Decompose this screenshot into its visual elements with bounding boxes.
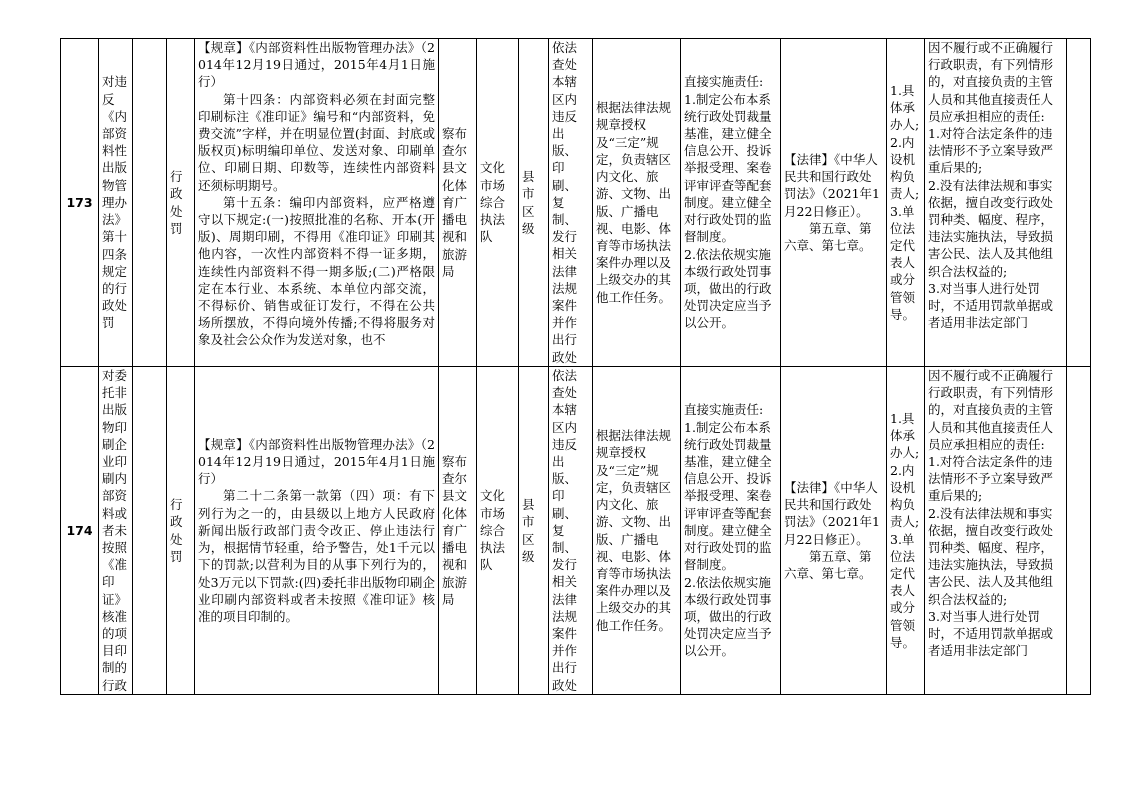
blank-cell	[133, 39, 167, 367]
supervision	[681, 39, 781, 367]
supervision-line: 1.制定公布本系统行政处罚裁量基准，建立健全信息公开、投诉举报受理、案卷评审评查等配套制度。建立健全对行政处罚的监督制度。	[684, 419, 772, 573]
basis-title: 【规章】《内部资料性出版物管理办法》（2014年12月19日通过，2015年4月1日施行）	[198, 436, 435, 487]
item-type: 行政处罚	[167, 39, 195, 367]
row-number: 174	[61, 367, 99, 695]
supervision-line: 2.依法依规实施本级行政处罚事项，做出的行政处罚决定应当予以公开。	[684, 246, 772, 331]
table-row	[61, 367, 1091, 695]
accountability-line: 2.没有法律法规和事实依据，擅自改变行政处罚种类、幅度、程序，违法实施执法，导致损害公民、法人及其他组织合法权益的;	[928, 177, 1054, 279]
responsible-subject: 1.具体承办人;2.内设机构负责人;3.单位法定代表人或分管领导。	[887, 367, 925, 695]
enforcement-unit: 文化市场综合执法队	[477, 367, 519, 695]
accountability	[925, 367, 1067, 695]
item-name: 对委托非出版物印刷企业印刷内部资料或者未按照《准印证》核准的项目印制的行政	[99, 367, 133, 695]
accountability-line: 因不履行或不正确履行行政职责，有下列情形的，对直接负责的主管人员和其他直接责任人员应承担相应的责任:	[928, 368, 1054, 452]
basis-paragraph: 第十五条：编印内部资料，应严格遵守以下规定:(一)按照批准的名称、开本(开版)、周期印刷，不得用《准印证》印刷其他内容，一次性内部资料不得一证多期，连续性内部资料不得一期多版;(二)严格限定在本行业、本系统、本单位内部交流，不得标价、销售或征订发行，不得在公共场所摆放，不得向境外传播;不得将服务对象及社会公众作为发送对象，也不	[198, 194, 435, 348]
supervision-line: 1.制定公布本系统行政处罚裁量基准，建立健全信息公开、投诉举报受理、案卷评审评查等配套制度。建立健全对行政处罚的监督制度。	[684, 91, 772, 245]
law-title: 【法律】《中华人民共和国行政处罚法》（2021年1月22日修正）。	[784, 151, 881, 219]
law-chapters: 第五章、第六章、第七章。	[784, 220, 872, 253]
responsibility: 依法查处本辖区内违反出版、印刷、复制、发行相关法律法规案件并作出行政处	[549, 367, 593, 695]
table-row	[61, 39, 1091, 367]
accountability-line: 3.对当事人进行处罚时，不适用罚款单据或者适用非法定部门	[928, 280, 1054, 331]
accountability-line: 1.对符合法定条件的违法情形不予立案导致严重后果的;	[928, 454, 1054, 504]
accountability-law	[781, 39, 887, 367]
supervision	[681, 367, 781, 695]
responsible-subject: 1.具体承办人;2.内设机构负责人;3.单位法定代表人或分管领导。	[887, 39, 925, 367]
department: 察布查尔县文化体育广播电视和旅游局	[439, 39, 477, 367]
blank-cell	[133, 367, 167, 695]
supervision-line: 直接实施责任:	[684, 74, 764, 90]
supervision-line: 直接实施责任:	[684, 402, 764, 418]
remark	[1067, 367, 1091, 695]
item-type: 行政处罚	[167, 367, 195, 695]
item-name: 对违反《内部资料性出版物管理办法》第十四条规定的行政处罚	[99, 39, 133, 367]
law-title: 【法律】《中华人民共和国行政处罚法》（2021年1月22日修正）。	[784, 479, 881, 547]
accountability-line: 3.对当事人进行处罚时，不适用罚款单据或者适用非法定部门	[928, 608, 1054, 659]
basis-title: 【规章】《内部资料性出版物管理办法》（2014年12月19日通过，2015年4月1日施行）	[198, 40, 435, 90]
remark	[1067, 39, 1091, 367]
legal-basis	[195, 39, 439, 367]
enforcement-unit: 文化市场综合执法队	[477, 39, 519, 367]
power-list-table	[60, 38, 1091, 695]
accountability-line: 因不履行或不正确履行行政职责，有下列情形的，对直接负责的主管人员和其他直接责任人员应承担相应的责任:	[928, 40, 1054, 124]
basis-paragraph: 第十四条：内部资料必须在封面完整印刷标注《准印证》编号和“内部资料，免费交流”字样，并在明显位置(封面、封底或版权页)标明编印单位、发送对象、印刷单位、印刷日期、印数等，连续性内部资料还须标明期号。	[198, 91, 435, 193]
duty: 根据法律法规规章授权及“三定”规定，负责辖区内文化、旅游、文物、出版、广播电视、电影、体育等市场执法案件办理以及上级交办的其他工作任务。	[593, 39, 681, 367]
row-number: 173	[61, 39, 99, 367]
accountability	[925, 39, 1067, 367]
supervision-line: 2.依法依规实施本级行政处罚事项，做出的行政处罚决定应当予以公开。	[684, 574, 772, 659]
basis-paragraph: 第二十二条第一款第（四）项：有下列行为之一的，由县级以上地方人民政府新闻出版行政部门责令改正、停止违法行为，根据情节轻重，给予警告，处1千元以下的罚款;以营利为目的从事下列行为的，处3万元以下罚款:(四)委托非出版物印刷企业印刷内部资料或者未按照《准印证》核准的项目印制的。	[198, 488, 435, 624]
administrative-level: 县市区级	[519, 39, 549, 367]
administrative-level: 县市区级	[519, 367, 549, 695]
department: 察布查尔县文化体育广播电视和旅游局	[439, 367, 477, 695]
duty: 根据法律法规规章授权及“三定”规定，负责辖区内文化、旅游、文物、出版、广播电视、电影、体育等市场执法案件办理以及上级交办的其他工作任务。	[593, 367, 681, 695]
accountability-law	[781, 367, 887, 695]
legal-basis	[195, 367, 439, 695]
responsibility: 依法查处本辖区内违反出版、印刷、复制、发行相关法律法规案件并作出行政处	[549, 39, 593, 367]
accountability-line: 2.没有法律法规和事实依据，擅自改变行政处罚种类、幅度、程序，违法实施执法，导致损害公民、法人及其他组织合法权益的;	[928, 505, 1054, 607]
law-chapters: 第五章、第六章、第七章。	[784, 548, 872, 581]
accountability-line: 1.对符合法定条件的违法情形不予立案导致严重后果的;	[928, 126, 1054, 176]
